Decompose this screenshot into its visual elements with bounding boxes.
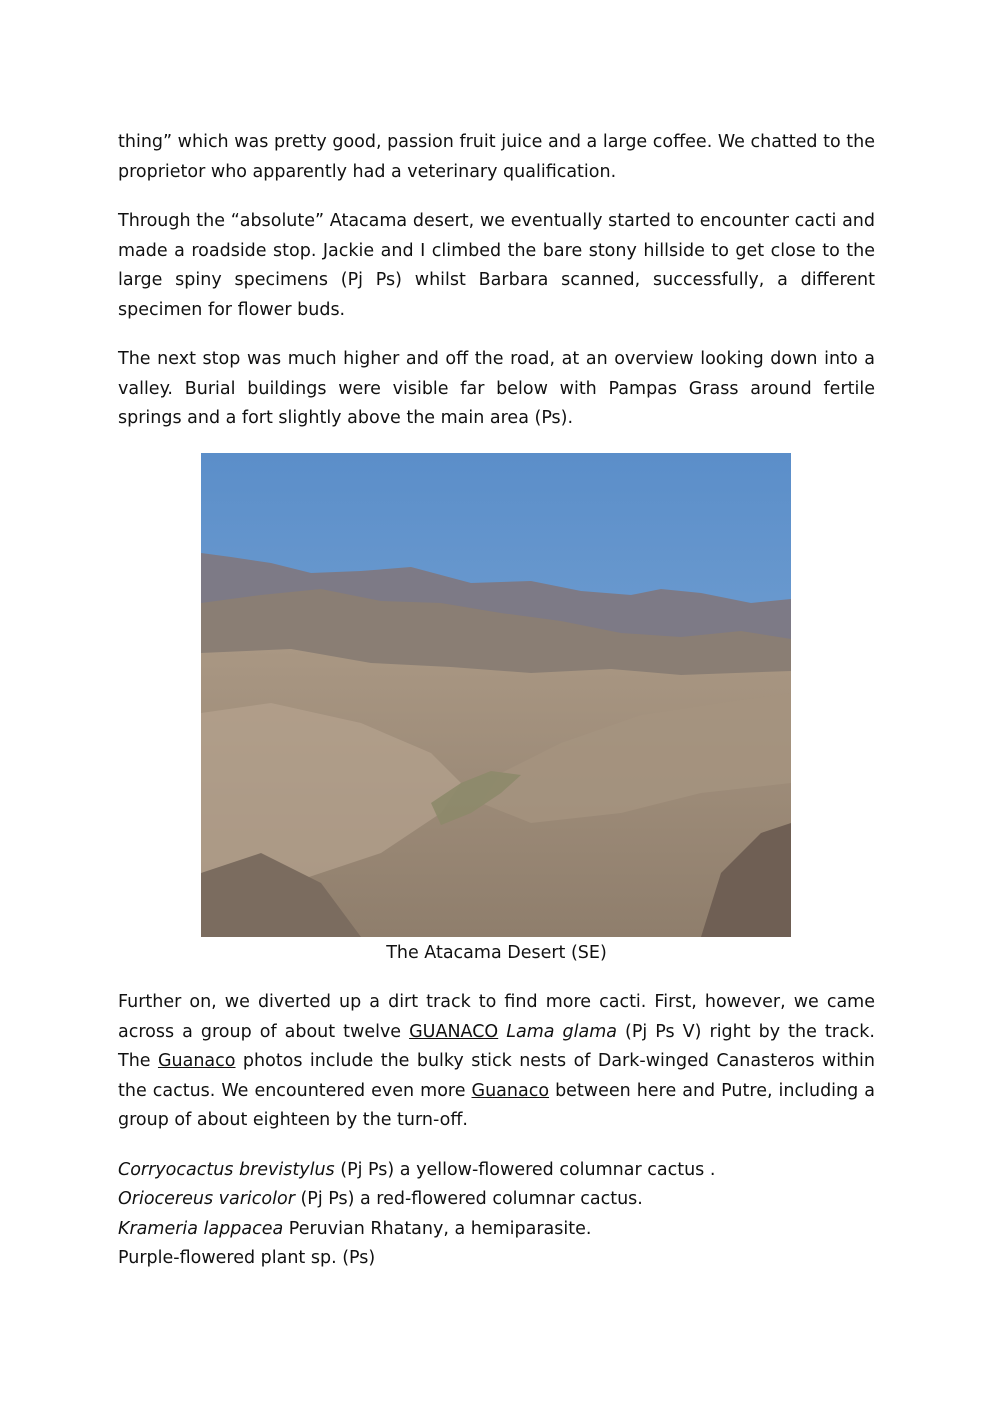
species-list xyxy=(118,1156,875,1274)
species-item xyxy=(118,1156,875,1186)
species-latin-name: Krameria lappacea xyxy=(118,1218,284,1239)
paragraph-4 xyxy=(118,988,875,1136)
paragraph-4-text-4: photos include the bulky stick nests of Dark-winged Canasteros within the cactus. We encountered even more xyxy=(118,1051,875,1101)
photo-caption: The Atacama Desert (SE) xyxy=(386,942,607,963)
species-description: Peruvian Rhatany, a hemiparasite. xyxy=(283,1218,592,1239)
document-page xyxy=(118,128,875,1274)
species-description: Purple-flowered plant sp. (Ps) xyxy=(118,1248,376,1268)
paragraph-2: Through the “absolute” Atacama desert, we eventually started to encounter cacti and made a roadside stop. Jackie and I climbed the bare stony hillside to get close to the large spiny specimens (Pj Ps) whilst Barbara scanned, successfully, a different specimen for flower buds. xyxy=(118,211,875,320)
guanaco-underlined-1: GUANACO xyxy=(409,1021,499,1042)
paragraph-3: The next stop was much higher and off the road, at an overview looking down into a valley. Burial buildings were visible far below with Pampas Grass around fertile springs and a fort slightly above the main area (Ps). xyxy=(118,349,875,428)
species-description: (Pj Ps) a yellow-flowered columnar cactus . xyxy=(334,1159,716,1180)
species-description: (Pj Ps) a red-flowered columnar cactus. xyxy=(294,1189,643,1209)
lama-glama-species-name: Lama glama xyxy=(506,1021,617,1042)
desert-landscape-image xyxy=(201,453,791,937)
species-item xyxy=(118,1244,875,1274)
paragraph-4-text-1: Further on, we diverted up a dirt track to find more cacti. First, however, we came across a group of about twelve xyxy=(118,992,875,1042)
paragraph-4-text-5: between here and Putre, including a group of about eighteen by the turn-off. xyxy=(118,1080,875,1130)
guanaco-underlined-3: Guanaco xyxy=(471,1080,550,1101)
paragraph-1: thing” which was pretty good, passion fruit juice and a large coffee. We chatted to the proprietor who apparently had a veterinary qualification. xyxy=(118,132,875,182)
species-latin-name: Corryocactus brevistylus xyxy=(118,1159,335,1180)
species-item xyxy=(118,1185,875,1215)
paragraph-4-text-3: (Pj Ps V) right by the track. The xyxy=(118,1021,875,1071)
guanaco-underlined-2: Guanaco xyxy=(157,1051,236,1071)
species-latin-name: Oriocereus varicolor xyxy=(118,1189,295,1209)
species-item xyxy=(118,1215,875,1245)
atacama-desert-photo xyxy=(201,453,791,937)
